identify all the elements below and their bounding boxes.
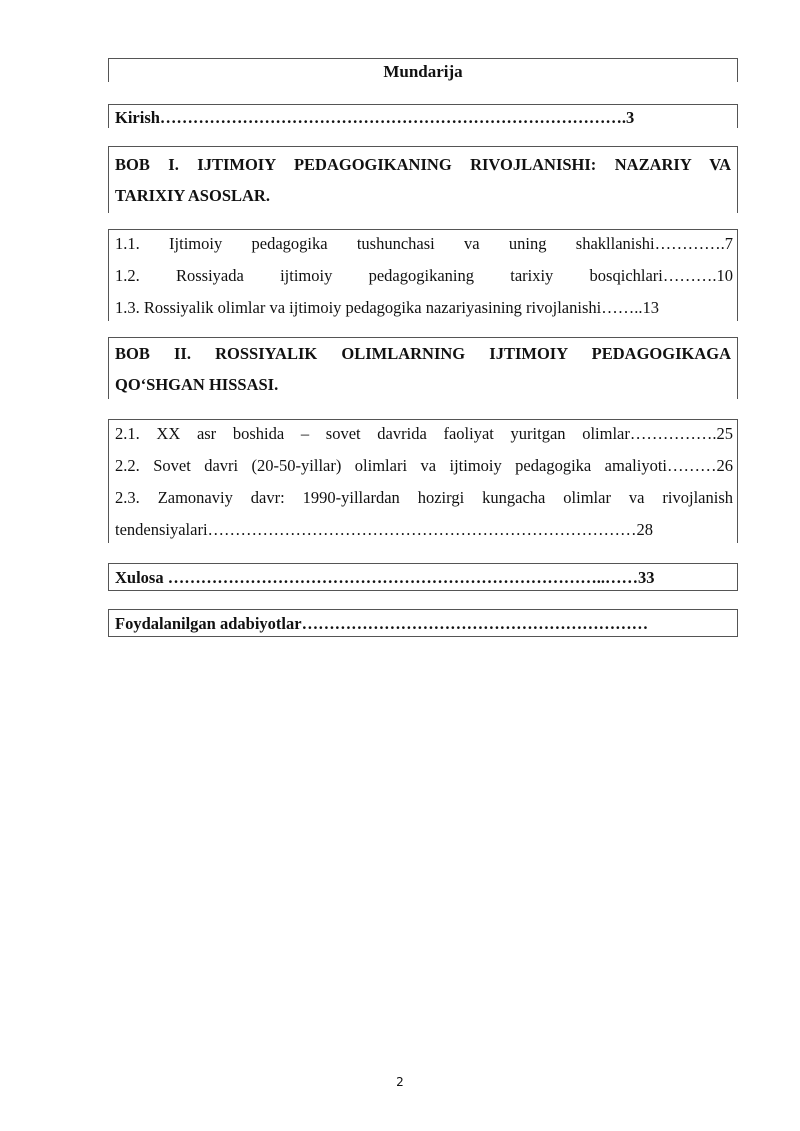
chapter-2-heading-line-1: BOB II. ROSSIYALIK OLIMLARNING IJTIMOIY PEDAGOGIKAGA (115, 344, 731, 363)
toc-entry-1-2: 1.2. Rossiyada ijtimoiy pedagogikaning tarixiy bosqichlari……….10 (115, 266, 733, 285)
toc-entry-2-3: 2.3. Zamonaviy davr: 1990-yillardan hozirgi kungacha olimlar va rivojlanish (115, 488, 733, 507)
toc-kirish-text: Kirish………………………………………………………………………….3 (115, 108, 635, 127)
page-title: Mundarija (383, 62, 463, 81)
toc-entry-xulosa (108, 563, 738, 591)
toc-entry-references (108, 609, 738, 637)
toc-entry-1-3: 1.3. Rossiyalik olimlar va ijtimoiy pedagogika nazariyasining rivojlanishi……..13 (115, 298, 659, 317)
toc-entry-2-1: 2.1. XX asr boshida – sovet davrida faoliyat yuritgan olimlar…………….25 (115, 424, 733, 443)
chapter-2-sections (108, 419, 738, 543)
chapter-1-heading-line-2: TARIXIY ASOSLAR. (115, 186, 270, 205)
toc-title-box (108, 58, 738, 82)
toc-references-text: Foydalanilgan adabiyotlar……………………………………………………… (115, 614, 649, 633)
toc-entry-2-2: 2.2. Sovet davri (20-50-yillar) olimlari va ijtimoiy pedagogika amaliyoti………26 (115, 456, 733, 475)
toc-xulosa-text: Xulosa ……………………………………………………………………..……33 (115, 568, 655, 587)
page-number: 2 (396, 1075, 404, 1089)
chapter-2-heading-box (108, 337, 738, 399)
toc-entry-kirish (108, 104, 738, 128)
toc-entry-1-1: 1.1. Ijtimoiy pedagogika tushunchasi va uning shakllanishi………….7 (115, 234, 733, 253)
chapter-1-heading-line-1: BOB I. IJTIMOIY PEDAGOGIKANING RIVOJLANISHI: NAZARIY VA (115, 155, 731, 174)
chapter-2-heading-line-2: QO‘SHGAN HISSASI. (115, 375, 279, 394)
toc-entry-2-3-continued: tendensiyalari……………………………………………………………………28 (115, 520, 654, 539)
chapter-1-sections (108, 229, 738, 321)
chapter-1-heading-box (108, 146, 738, 213)
